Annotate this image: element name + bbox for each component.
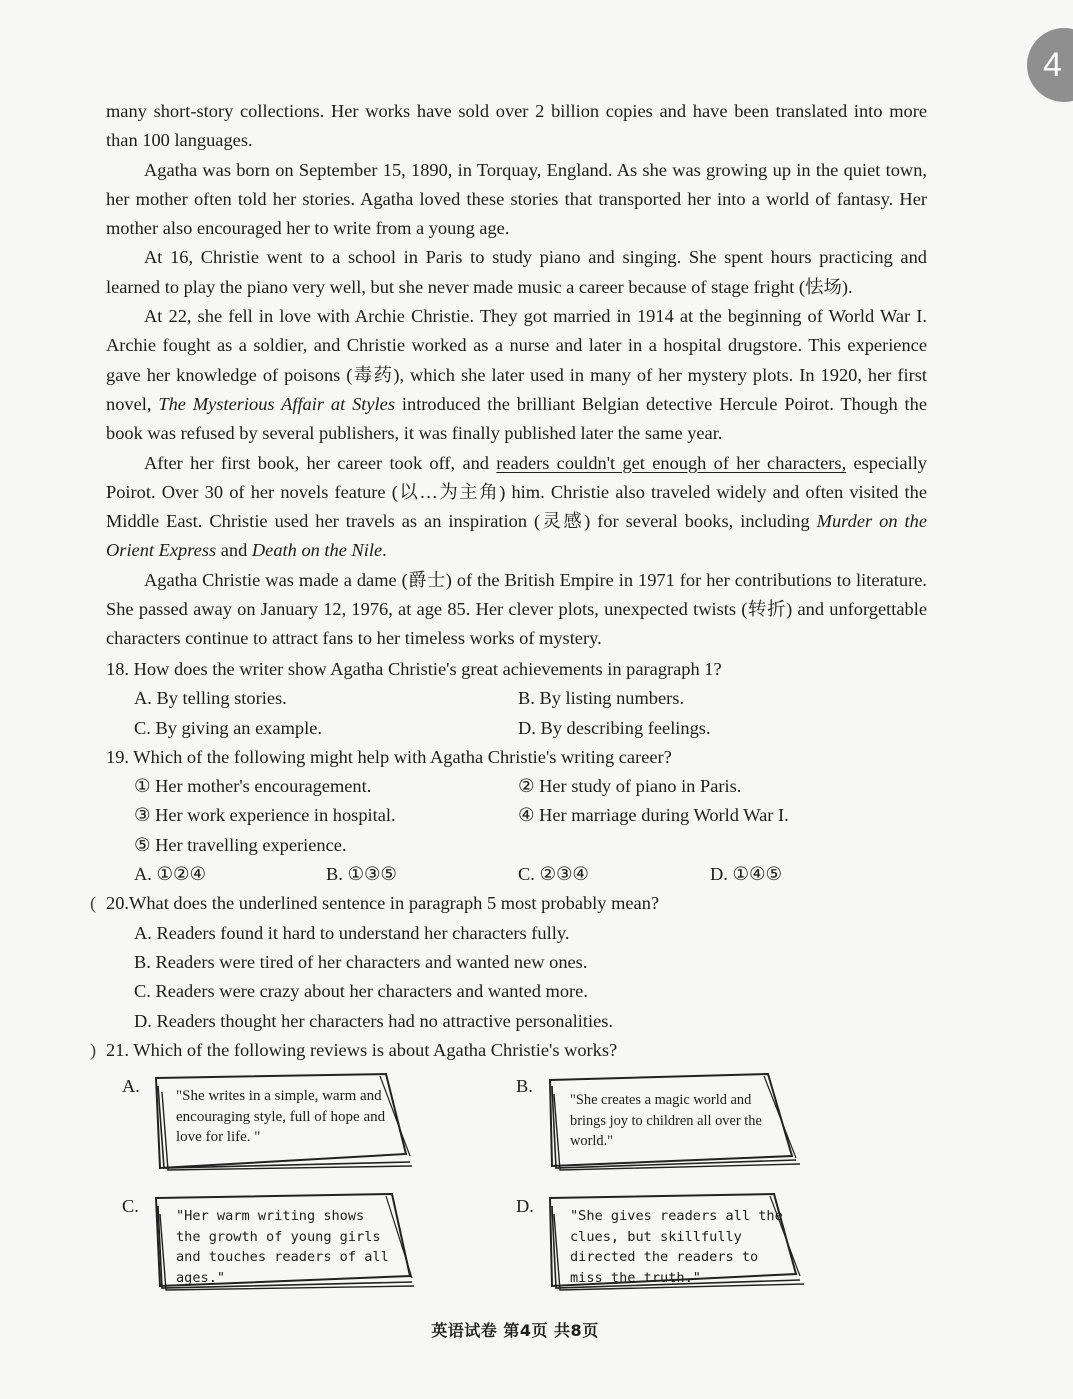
question-21-margin-mark: ) — [90, 1039, 97, 1060]
page-footer: 英语试卷 第4页 共8页 — [431, 1321, 599, 1340]
question-19-option-d[interactable]: D. ①④⑤ — [710, 864, 782, 885]
review-cards — [118, 1072, 818, 1292]
question-19-option-b[interactable]: B. ①③⑤ — [326, 864, 397, 885]
paragraph-4-text-a: At 22, she fell in love with Archie Christie. They got married in 1914 at the beginning of World War I. Archie fought as a soldier, and Christie worked as a nurse and later in a hospital drugstore. This experience gave her knowledge of poisons (毒药), which she later used in many of her mystery plots. In 1920, her first novel, — [106, 306, 927, 414]
question-19-item-2: ② Her study of piano in Paris. — [518, 776, 742, 797]
review-card-c-box — [154, 1192, 404, 1284]
paragraph-6: Agatha Christie was made a dame (爵士) of the British Empire in 1971 for her contributions to literature. She passed away on January 12, 1976, at age 85. Her clever plots, unexpected twists (转折) and unforgettable characters continue to attract fans to her timeless works of mystery. — [106, 569, 927, 649]
review-card-b-letter: B. — [516, 1076, 533, 1096]
paragraph-3: At 16, Christie went to a school in Paris to study piano and singing. She spent hours practicing and learned to play the piano very well, but she never made music a career because of stage fright (怯场). — [106, 247, 927, 297]
review-card-a[interactable] — [118, 1072, 408, 1172]
paragraph-5 — [106, 449, 927, 566]
review-card-a-letter: A. — [122, 1076, 140, 1096]
review-card-c[interactable] — [118, 1192, 408, 1292]
question-20-margin-mark: ( — [90, 893, 97, 914]
question-19-item-1: ① Her mother's encouragement. — [134, 776, 372, 797]
question-20-stem-row — [90, 889, 936, 918]
question-21-stem-row — [90, 1036, 936, 1065]
question-19-item-4: ④ Her marriage during World War I. — [518, 805, 789, 826]
question-20-stem: 20.What does the underlined sentence in paragraph 5 most probably mean? — [106, 893, 660, 914]
question-19-options-row — [106, 860, 936, 889]
review-card-a-text: "She writes in a simple, warm and encouraging style, full of hope and love for life. " — [176, 1088, 386, 1145]
review-card-a-box — [154, 1072, 404, 1164]
review-card-d-letter: D. — [516, 1196, 534, 1216]
question-18-stem: 18. How does the writer show Agatha Christie's great achievements in paragraph 1? — [106, 659, 722, 679]
reading-passage — [106, 97, 927, 654]
question-19-item-3: ③ Her work experience in hospital. — [134, 805, 396, 826]
paragraph-5-end: . — [382, 540, 387, 561]
questions-section — [90, 655, 936, 1065]
page-number-badge: 4 — [1027, 28, 1073, 102]
paragraph-5-text-a: After her first book, her career took off, and — [144, 452, 497, 473]
question-19-option-a[interactable]: A. ①②④ — [134, 864, 206, 885]
novel-title-styles: The Mysterious Affair at Styles — [158, 393, 395, 414]
novel-title-orient-express: Murder on the Orient Express — [106, 511, 928, 561]
question-18-options-row-1 — [106, 684, 936, 713]
question-20-option-c[interactable]: C. Readers were crazy about her characters and wanted more. — [134, 981, 588, 1002]
paragraph-4 — [106, 302, 927, 448]
question-20-option-a[interactable]: A. Readers found it hard to understand her characters fully. — [134, 922, 570, 943]
paragraph-4-text-b: introduced the brilliant Belgian detective Hercule Poirot. Though the book was refused by several publishers, it was finally published later the same year. — [106, 393, 927, 444]
question-18-option-a[interactable]: A. By telling stories. — [134, 688, 287, 709]
question-19-items-row-2 — [106, 801, 936, 830]
question-18-option-c[interactable]: C. By giving an example. — [134, 717, 322, 738]
review-card-b[interactable] — [512, 1072, 802, 1172]
paragraph-5-text-b: especially Poirot. Over 30 of her novels feature (以…为主角) him. Christie also traveled widely and often visited the Middle East. Christie used her travels as an inspiration (灵感) for several books, including — [106, 452, 927, 532]
review-card-b-box — [548, 1072, 798, 1164]
underlined-sentence: readers couldn't get enough of her characters, — [496, 452, 847, 473]
review-card-d-text: "She gives readers all the clues, but skillfully directed the readers to miss the truth." — [570, 1208, 783, 1286]
question-19-item-5: ⑤ Her travelling experience. — [134, 834, 347, 855]
question-18-option-b[interactable]: B. By listing numbers. — [518, 688, 685, 709]
paragraph-2: Agatha was born on September 15, 1890, in Torquay, England. As she was growing up in the quiet town, her mother often told her stories. Agatha loved these stories that transported her into a world of fantasy. Her mother also encouraged her to write from a young age. — [106, 159, 927, 239]
question-19-stem: 19. Which of the following might help with Agatha Christie's writing career? — [106, 746, 672, 767]
review-card-c-text: "Her warm writing shows the growth of young girls and touches readers of all ages." — [176, 1208, 389, 1286]
review-card-d-box — [548, 1192, 798, 1284]
question-18-options-row-2 — [106, 714, 936, 743]
question-21-stem: 21. Which of the following reviews is about Agatha Christie's works? — [106, 1039, 618, 1060]
review-card-b-text: "She creates a magic world and brings joy to children all over the world." — [570, 1092, 762, 1149]
question-19-option-c[interactable]: C. ②③④ — [518, 864, 589, 885]
question-18-option-d[interactable]: D. By describing feelings. — [518, 717, 711, 738]
paragraph-5-and: and — [216, 540, 252, 561]
review-card-c-letter: C. — [122, 1196, 139, 1216]
question-19-items-row-1 — [106, 772, 936, 801]
question-20-option-d[interactable]: D. Readers thought her characters had no attractive personalities. — [134, 1010, 613, 1031]
question-20-option-b[interactable]: B. Readers were tired of her characters and wanted new ones. — [134, 951, 588, 972]
paragraph-1-continued: many short-story collections. Her works have sold over 2 billion copies and have been translated into more than 100 languages. — [106, 101, 927, 151]
novel-title-nile: Death on the Nile — [251, 540, 383, 561]
review-card-d[interactable] — [512, 1192, 802, 1292]
